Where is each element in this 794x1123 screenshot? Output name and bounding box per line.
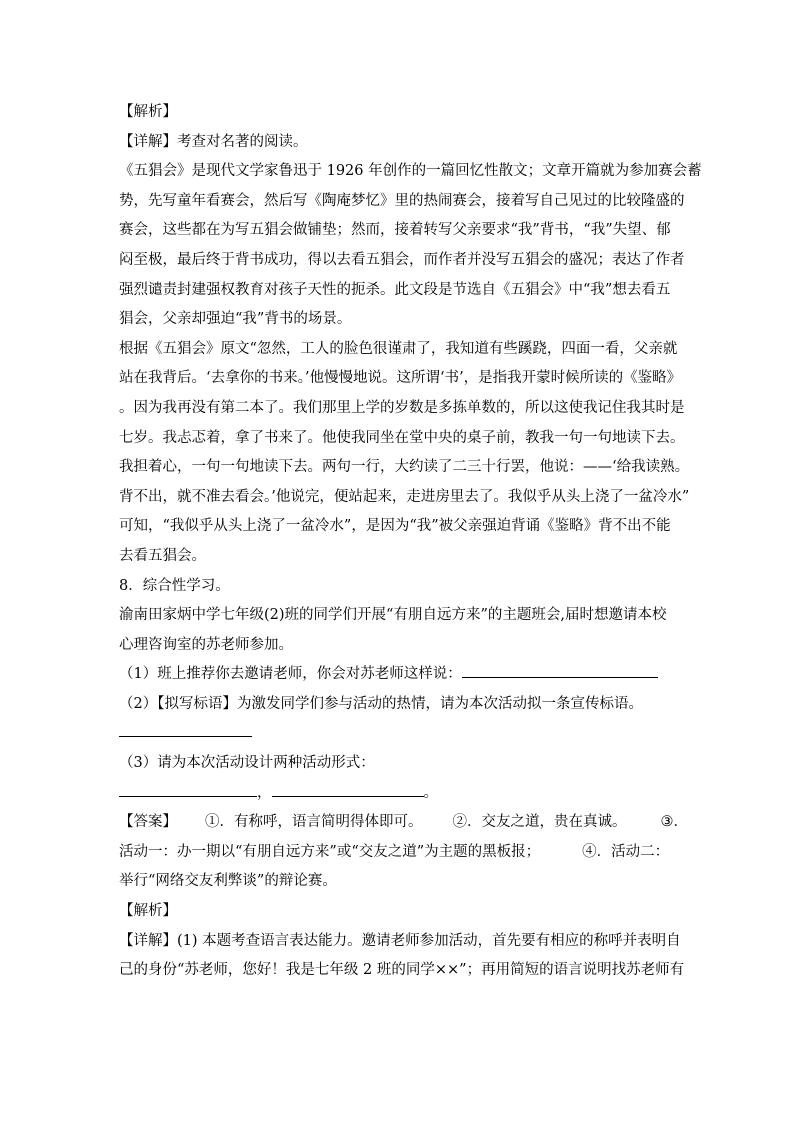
detail-line-3: 己的身份“苏老师，您好！我是七年级 2 班的同学××”；再用简短的语言说明找苏老师有 <box>119 962 685 979</box>
blank-separator: ， <box>257 784 272 801</box>
analysis-heading: 【解析】 <box>119 104 177 120</box>
question-intro-line: 心理咨询室的苏老师参加。 <box>119 636 293 653</box>
answer-line-3: 举行“网络交友利弊谈”的辩论赛。 <box>119 873 337 890</box>
paragraph-line: 根据《五猖会》原文“忽然，工人的脸色很谨肃了，我知道有些蹊跷，四面一看，父亲就 <box>119 340 678 357</box>
blank-end: 。 <box>423 784 438 801</box>
detail-line-2 <box>119 927 679 957</box>
question-intro-line: 渝南田家炳中学七年级(2)班的同学们开展“有朋自远方来”的主题班会,届时想邀请本校 <box>119 607 667 624</box>
paragraph-line: 强烈谴责封建强权教育对孩子天性的扼杀。此文段是节选自《五猖会》中“我”想去看五 <box>119 281 671 298</box>
paragraph-line: 站在我背后。‘去拿你的书来。’他慢慢地说。这所谓‘书’，是指我开蒙时候所读的《鉴略》 <box>119 370 682 387</box>
answer-blank-1[interactable] <box>462 676 658 678</box>
sub-question-2-text: 为激发同学们参与活动的热情，请为本次活动拟一条宣传标语。 <box>236 695 643 712</box>
answer-line-1 <box>119 808 688 838</box>
paragraph-line: 去看五猖会。 <box>119 547 206 564</box>
analysis-paragraph-2 <box>119 335 690 572</box>
paragraph-line: 。因为我再没有第二本了。我们那里上学的岁数是多拣单数的，所以这使我记住我其时是 <box>119 399 685 416</box>
analysis-heading-2: 【解析】 <box>119 903 177 920</box>
answer-label: 【答案】 <box>119 814 177 831</box>
answer-item-1: ①．有称呼，语言简明得体即可。 <box>205 814 423 831</box>
detail-label: 【详解】 <box>119 133 177 150</box>
answer-blank-3b[interactable] <box>272 795 424 797</box>
analysis-paragraph-1 <box>119 157 702 335</box>
paragraph-line: 背不出，就不准去看会。’他说完，便站起来，走进房里去了。我似乎从头上浇了一盆冷水” <box>119 488 690 505</box>
answer-blank-2-row <box>119 719 679 749</box>
answer-blank-3a[interactable] <box>119 795 257 797</box>
paragraph-line: 闷至极，最后终于背书成功，得以去看五猖会，而作者并没写五猖会的盛况；表达了作者 <box>119 251 685 268</box>
sub-question-1 <box>119 660 679 690</box>
document-page <box>119 98 702 986</box>
paragraph-line: 赛会，这些都在为写五猖会做铺垫；然而，接着转写父亲要求“我”背书，“我”失望、郁 <box>119 222 671 239</box>
detail-line <box>119 128 679 158</box>
paragraph-line: 我担着心，一句一句地读下去。两句一行，大约读了二三十行罢，他说：——‘给我读熟。 <box>119 459 690 476</box>
paragraph-line: 可知，“我似乎从头上浇了一盆冷水”，是因为“我”被父亲强迫背诵《鉴略》背不出不能 <box>119 518 671 535</box>
answer-item-2: ②．交友之道，贵在真诚。 <box>452 814 627 831</box>
answer-item-3-content: 活动一：办一期以“有朋自远方来”或“交友之道”为主题的黑板报； <box>119 843 541 860</box>
sub-question-3: （3）请为本次活动设计两种活动形式： <box>119 755 375 772</box>
answer-item-3: ③． <box>660 814 688 831</box>
answer-blank-2[interactable] <box>119 735 252 737</box>
answer-line-2 <box>119 838 679 868</box>
sub-question-2-label: （2）【拟写标语】 <box>119 695 237 712</box>
detail-label-2: 【详解】 <box>119 932 177 949</box>
question-title: 8．综合性学习。 <box>119 577 230 594</box>
answer-blank-3-row <box>119 779 679 809</box>
answer-item-4: ④．活动二： <box>582 843 670 860</box>
paragraph-line: 七岁。我忐忑着，拿了书来了。他使我同坐在堂中央的桌子前，教我一句一句地读下去。 <box>119 429 685 446</box>
detail-text-2: (1) 本题考查语言表达能力。邀请老师参加活动，首先要有相应的称呼并表明自 <box>177 932 681 949</box>
sub-question-1-text: （1）班上推荐你去邀请老师，你会对苏老师这样说： <box>119 666 462 683</box>
sub-question-2 <box>119 690 679 720</box>
paragraph-line: 势，先写童年看赛会，然后写《陶庵梦忆》里的热闹赛会，接着写自己见过的比较隆盛的 <box>119 192 685 209</box>
paragraph-line: 《五猖会》是现代文学家鲁迅于 1926 年创作的一篇回忆性散文；文章开篇就为参加赛会蓄 <box>119 163 702 180</box>
detail-text: 考查对名著的阅读。 <box>177 133 308 150</box>
paragraph-line: 猖会，父亲却强迫“我”背书的场景。 <box>119 311 352 328</box>
